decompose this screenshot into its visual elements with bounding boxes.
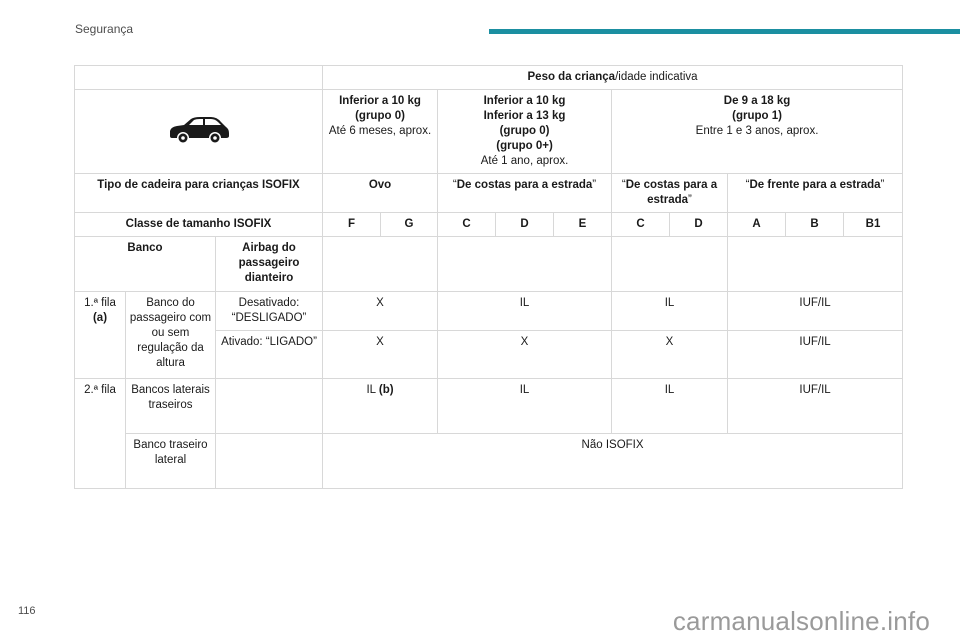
- row1-on-v1: X: [323, 331, 438, 379]
- row2-seat-lateral: Bancos laterais traseiros: [126, 379, 216, 434]
- empty-cell: [612, 237, 728, 292]
- group1-cell: [612, 90, 903, 174]
- empty-cell: [323, 237, 438, 292]
- group0plus-cell: [438, 90, 612, 174]
- group1-age: Entre 1 e 3 anos, aprox.: [695, 125, 819, 137]
- row1-on-v2: X: [438, 331, 612, 379]
- quote-open: “: [745, 179, 750, 191]
- weight-header-row: [75, 66, 903, 90]
- row2-v2: IL: [438, 379, 612, 434]
- empty-corner-cell: [75, 66, 323, 90]
- quote-open: “: [621, 179, 626, 191]
- car-cell: [75, 90, 323, 174]
- isofix-table: [74, 65, 903, 489]
- type-front: [728, 174, 903, 213]
- group0-cell: [323, 90, 438, 174]
- non-isofix-cell: Não ISOFIX: [323, 434, 903, 489]
- row1-airbag-off: Desativado: “DESLIGADO”: [216, 292, 323, 331]
- row2-v1: [323, 379, 438, 434]
- row1-off-v2: IL: [438, 292, 612, 331]
- group0plus-group1: (grupo 0): [499, 125, 550, 137]
- type-label: Tipo de cadeira para crianças ISOFIX: [75, 174, 323, 213]
- empty-cell: [438, 237, 612, 292]
- group0-group: (grupo 0): [355, 110, 405, 122]
- row1-off-v3: IL: [612, 292, 728, 331]
- group0-weight: Inferior a 10 kg: [339, 95, 421, 107]
- weight-header-rest: /idade indicativa: [615, 71, 698, 83]
- group0plus-weight2: Inferior a 13 kg: [483, 110, 566, 122]
- size-class: G: [381, 213, 438, 237]
- airbag-header: Airbag do passageiro dianteiro: [216, 237, 323, 292]
- size-class: E: [554, 213, 612, 237]
- size-label: Classe de tamanho ISOFIX: [75, 213, 323, 237]
- weight-header-cell: [323, 66, 903, 90]
- row1-on-v4: IUF/IL: [728, 331, 903, 379]
- header-accent-bar: [489, 29, 960, 34]
- size-class: B: [786, 213, 844, 237]
- row2-v4: IUF/IL: [728, 379, 903, 434]
- type-front-text: De frente para a estrada: [749, 179, 881, 191]
- row1-off-v1: X: [323, 292, 438, 331]
- group1-weight: De 9 a 18 kg: [723, 95, 791, 107]
- quote-close: ”: [880, 179, 885, 191]
- row2-v1-note: (b): [378, 384, 394, 396]
- row1-airbag-on: Ativado: “LIGADO”: [216, 331, 323, 379]
- row2-v3: IL: [612, 379, 728, 434]
- row1-seat: Banco do passageiro com ou sem regulação da altura: [126, 292, 216, 379]
- empty-cell: [728, 237, 903, 292]
- empty-cell: [216, 379, 323, 434]
- row2-seat-center: Banco traseiro lateral: [126, 434, 216, 489]
- row2-lateral: [75, 379, 903, 434]
- size-class: C: [438, 213, 496, 237]
- size-class: A: [728, 213, 786, 237]
- car-suv-icon: [167, 114, 231, 144]
- empty-cell: [216, 434, 323, 489]
- type-rear2: [612, 174, 728, 213]
- quote-close: ”: [592, 179, 597, 191]
- group0-age: Até 6 meses, aprox.: [328, 125, 432, 137]
- type-row: [75, 174, 903, 213]
- quote-open: “: [452, 179, 457, 191]
- row1-label: [75, 292, 126, 379]
- row1-note: (a): [92, 312, 108, 324]
- type-rear2-text: De costas para a estrada: [625, 179, 718, 206]
- group0plus-weight1: Inferior a 10 kg: [483, 95, 566, 107]
- size-class: D: [496, 213, 554, 237]
- row2-center: [75, 434, 903, 489]
- group1-group: (grupo 1): [732, 110, 782, 122]
- row2-v1-text: IL: [366, 384, 376, 396]
- type-rear1-text: De costas para a estrada: [456, 179, 593, 191]
- quote-close: ”: [688, 194, 692, 206]
- row1-name: 1.ª fila: [84, 297, 116, 309]
- group0plus-age: Até 1 ano, aprox.: [480, 155, 569, 167]
- row2-label: 2.ª fila: [75, 379, 126, 489]
- size-class: F: [323, 213, 381, 237]
- row1-off: [75, 292, 903, 331]
- page-number: 116: [18, 605, 36, 617]
- row1-off-v4: IUF/IL: [728, 292, 903, 331]
- size-class: D: [670, 213, 728, 237]
- group-row: [75, 90, 903, 174]
- type-rear1: [438, 174, 612, 213]
- group0plus-group2: (grupo 0+): [496, 140, 553, 152]
- watermark: carmanualsonline.info: [672, 606, 930, 636]
- seat-header-row: [75, 237, 903, 292]
- size-row: [75, 213, 903, 237]
- size-class: B1: [844, 213, 903, 237]
- row1-on-v3: X: [612, 331, 728, 379]
- seat-header: Banco: [75, 237, 216, 292]
- size-class: C: [612, 213, 670, 237]
- type-ovo: Ovo: [323, 174, 438, 213]
- weight-header-bold: Peso da criança: [527, 71, 616, 83]
- section-title: Segurança: [75, 22, 134, 36]
